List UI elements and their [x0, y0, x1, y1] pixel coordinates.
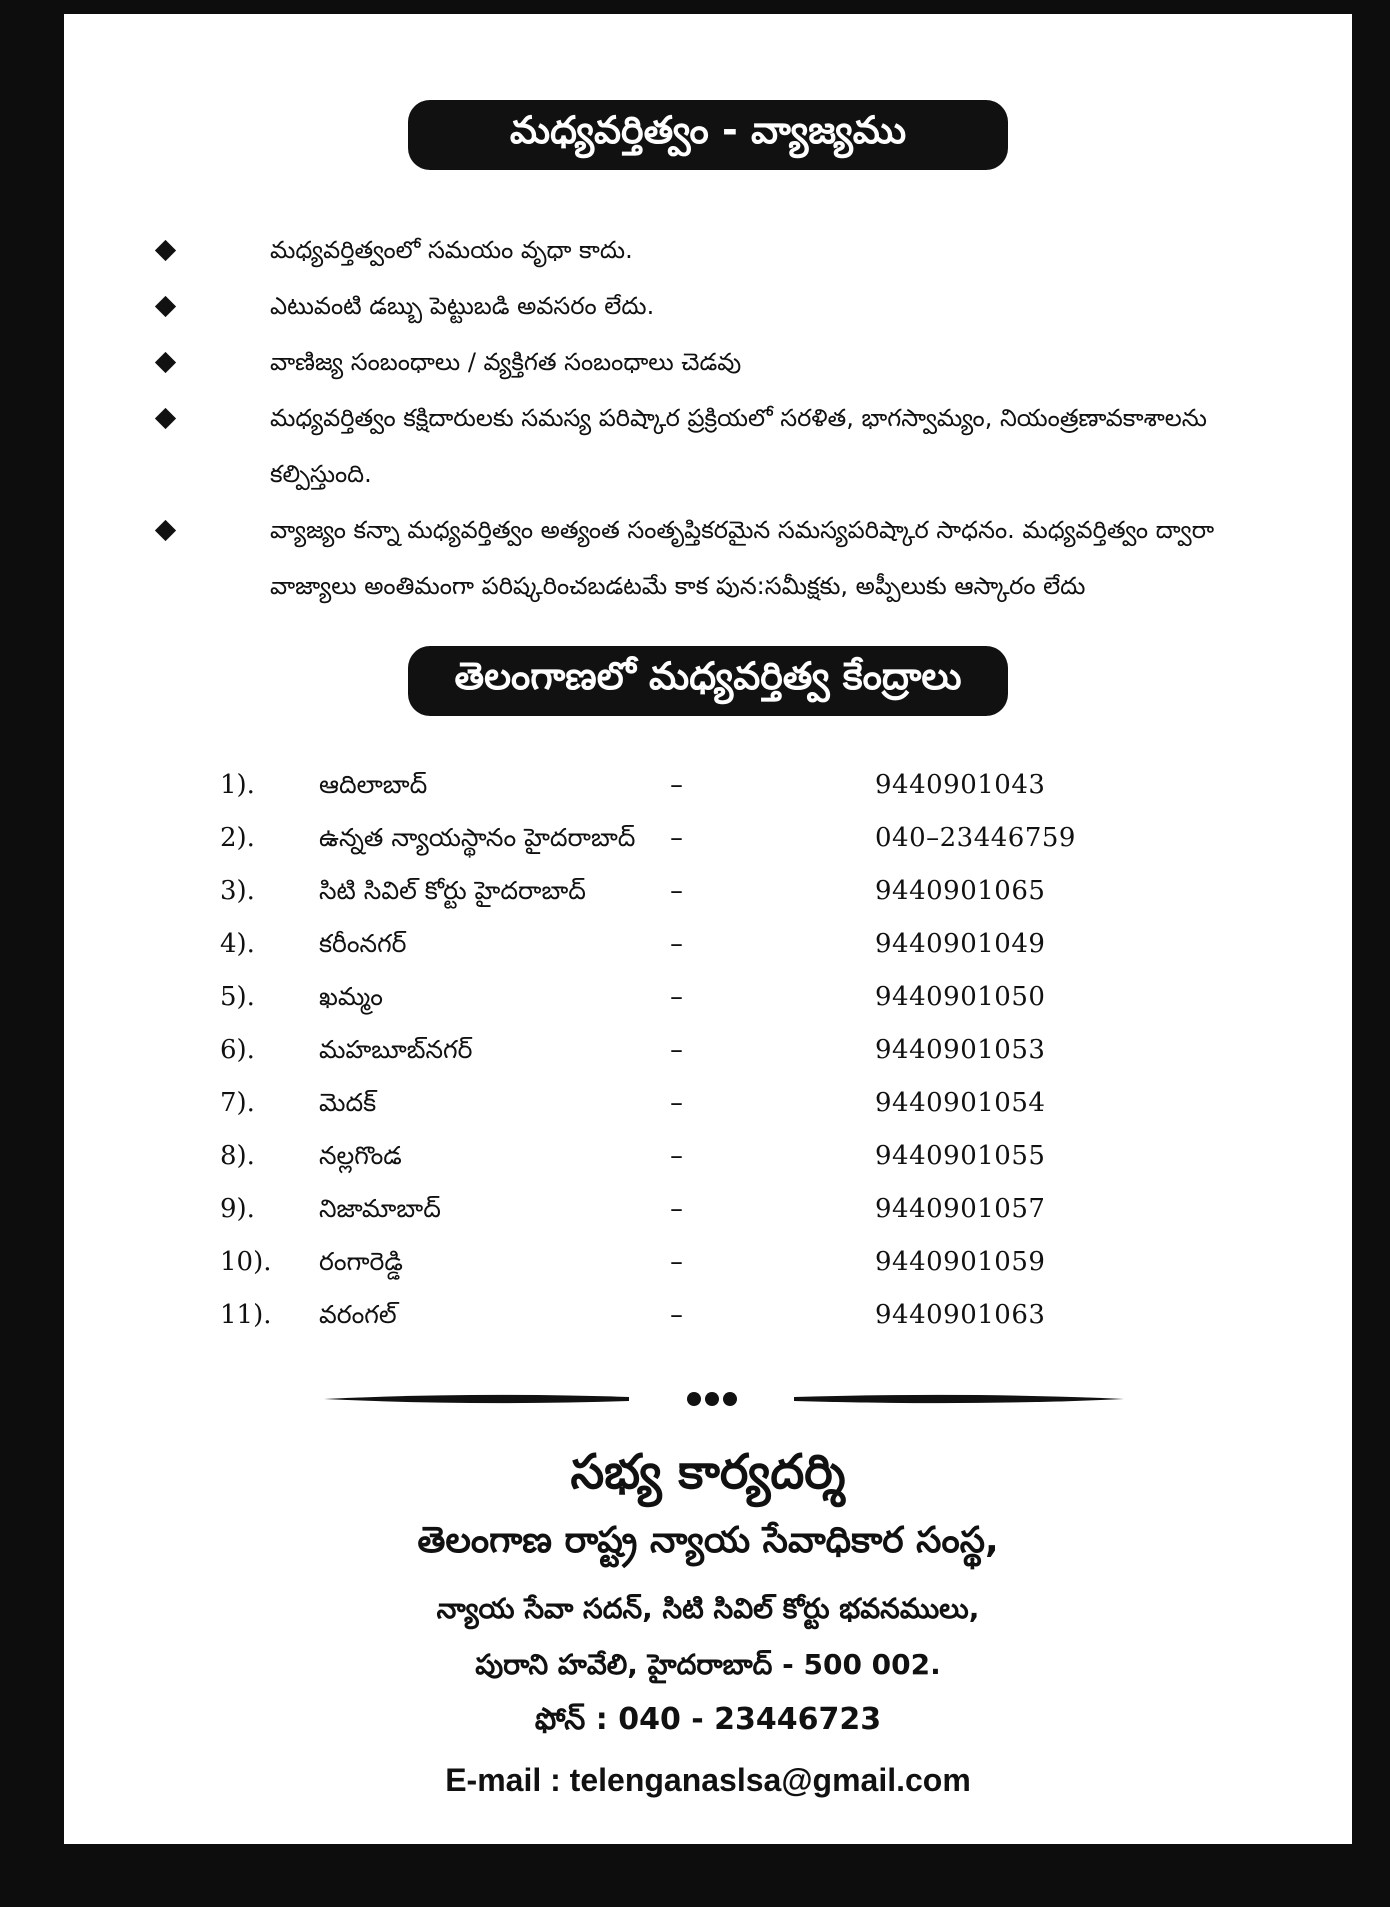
row-dash: – [670, 770, 683, 800]
list-item [154, 390, 1304, 502]
row-dash: – [670, 876, 683, 906]
centre-name: మహబూబ్‌నగర్ [319, 1035, 473, 1064]
divider-left-line [324, 1395, 629, 1403]
row-dash: – [670, 823, 683, 853]
centre-name: వరంగల్ [319, 1300, 397, 1329]
centre-phone: 9440901043 [875, 770, 1046, 800]
row-number: 9). [220, 1194, 255, 1224]
footer-city-line: పురాని హవేలి, హైదరాబాద్ - 500 002. [475, 1648, 941, 1681]
section-title-mediation-centres: తెలంగాణలో మధ్యవర్తిత్వ కేంద్రాలు [408, 646, 1008, 716]
centre-phone: 9440901057 [875, 1194, 1046, 1224]
divider-dot-icon [723, 1392, 737, 1406]
centre-phone: 9440901059 [875, 1247, 1046, 1277]
footer-designation: సభ్య కార్యదర్శి [570, 1444, 846, 1500]
bullet-text: మధ్యవర్తిత్వం కక్షిదారులకు సమస్య పరిష్కార ప్రక్రియలో సరళిత, భాగస్వామ్యం, నియంత్రణావకాశాలను కల్పిస్తుంది. [270, 404, 1207, 488]
centre-phone: 9440901054 [875, 1088, 1046, 1118]
table-row [154, 1029, 1254, 1082]
centre-phone: 9440901065 [875, 876, 1046, 906]
centre-phone: 9440901055 [875, 1141, 1046, 1171]
footer-email: E-mail : telenganaslsa@gmail.com [445, 1762, 971, 1798]
table-row [154, 923, 1254, 976]
row-number: 10). [220, 1247, 272, 1277]
row-dash: – [670, 1035, 683, 1065]
row-number: 1). [220, 770, 255, 800]
list-item [154, 278, 1304, 334]
row-number: 4). [220, 929, 255, 959]
centre-name: నిజామాబాద్ [319, 1194, 441, 1223]
row-number: 3). [220, 876, 255, 906]
table-row [154, 870, 1254, 923]
row-number: 11). [220, 1300, 272, 1330]
row-dash: – [670, 1247, 683, 1277]
table-row [154, 1188, 1254, 1241]
diamond-bullet-icon [155, 520, 176, 541]
centre-phone: 9440901050 [875, 982, 1046, 1012]
ornamental-divider [324, 1384, 1124, 1414]
diamond-bullet-icon [155, 352, 176, 373]
centre-name: రంగారెడ్డి [319, 1247, 403, 1276]
centre-phone: 9440901049 [875, 929, 1046, 959]
centre-phone: 9440901053 [875, 1035, 1046, 1065]
table-row [154, 1082, 1254, 1135]
row-dash: – [670, 1194, 683, 1224]
table-row [154, 764, 1254, 817]
benefits-list [154, 222, 1304, 614]
row-dash: – [670, 929, 683, 959]
table-row [154, 1294, 1254, 1347]
section-title-mediation-vs-litigation: మధ్యవర్తిత్వం - వ్యాజ్యము [408, 100, 1008, 170]
bullet-text: వ్యాజ్యం కన్నా మధ్యవర్తిత్వం అత్యంత సంతృప్తికరమైన సమస్యపరిష్కార సాధనం. మధ్యవర్తిత్వం ద్వారా వాజ్యాలు అంతిమంగా పరిష్కరించబడటమే కాక పున:సమీక్షకు, అప్పీలుకు ఆస్కారం లేదు [270, 516, 1215, 600]
centre-name: ఖమ్మం [319, 982, 383, 1011]
diamond-bullet-icon [155, 240, 176, 261]
centre-name: మెదక్ [319, 1088, 377, 1117]
divider-dot-icon [687, 1392, 701, 1406]
row-dash: – [670, 1300, 683, 1330]
centre-name: సిటి సివిల్ కోర్టు హైదరాబాద్ [319, 876, 586, 905]
footer-address-line: న్యాయ సేవా సదన్, సిటి సివిల్ కోర్టు భవనములు, [436, 1592, 980, 1625]
centre-name: ఆదిలాబాద్ [319, 770, 428, 799]
table-row [154, 1135, 1254, 1188]
row-dash: – [670, 982, 683, 1012]
centre-name: కరీంనగర్ [319, 929, 407, 958]
table-row [154, 976, 1254, 1029]
list-item [154, 222, 1304, 278]
mediation-centres-table [154, 764, 1254, 1347]
footer-phone: ఫోన్ : 040 - 23446723 [534, 1702, 882, 1737]
row-number: 7). [220, 1088, 255, 1118]
centre-name: నల్లగొండ [319, 1141, 402, 1170]
row-number: 2). [220, 823, 255, 853]
list-item [154, 502, 1304, 614]
row-number: 5). [220, 982, 255, 1012]
row-number: 6). [220, 1035, 255, 1065]
centre-phone: 9440901063 [875, 1300, 1046, 1330]
table-row [154, 817, 1254, 870]
diamond-bullet-icon [155, 408, 176, 429]
row-dash: – [670, 1141, 683, 1171]
row-dash: – [670, 1088, 683, 1118]
bullet-text: మధ్యవర్తిత్వంలో సమయం వృధా కాదు. [270, 236, 633, 264]
diamond-bullet-icon [155, 296, 176, 317]
bullet-text: ఎటువంటి డబ్బు పెట్టుబడి అవసరం లేదు. [270, 292, 655, 320]
centre-name: ఉన్నత న్యాయస్థానం హైదరాబాద్ [319, 823, 636, 852]
document-page [64, 14, 1352, 1844]
row-number: 8). [220, 1141, 255, 1171]
footer-organisation: తెలంగాణ రాష్ట్ర న్యాయ సేవాధికార సంస్థ, [417, 1520, 999, 1561]
centre-phone: 040–23446759 [875, 823, 1076, 853]
divider-dot-icon [705, 1392, 719, 1406]
bullet-text: వాణిజ్య సంబంధాలు / వ్యక్తిగత సంబంధాలు చెడవు [270, 348, 742, 376]
table-row [154, 1241, 1254, 1294]
divider-right-line [794, 1395, 1124, 1403]
list-item [154, 334, 1304, 390]
